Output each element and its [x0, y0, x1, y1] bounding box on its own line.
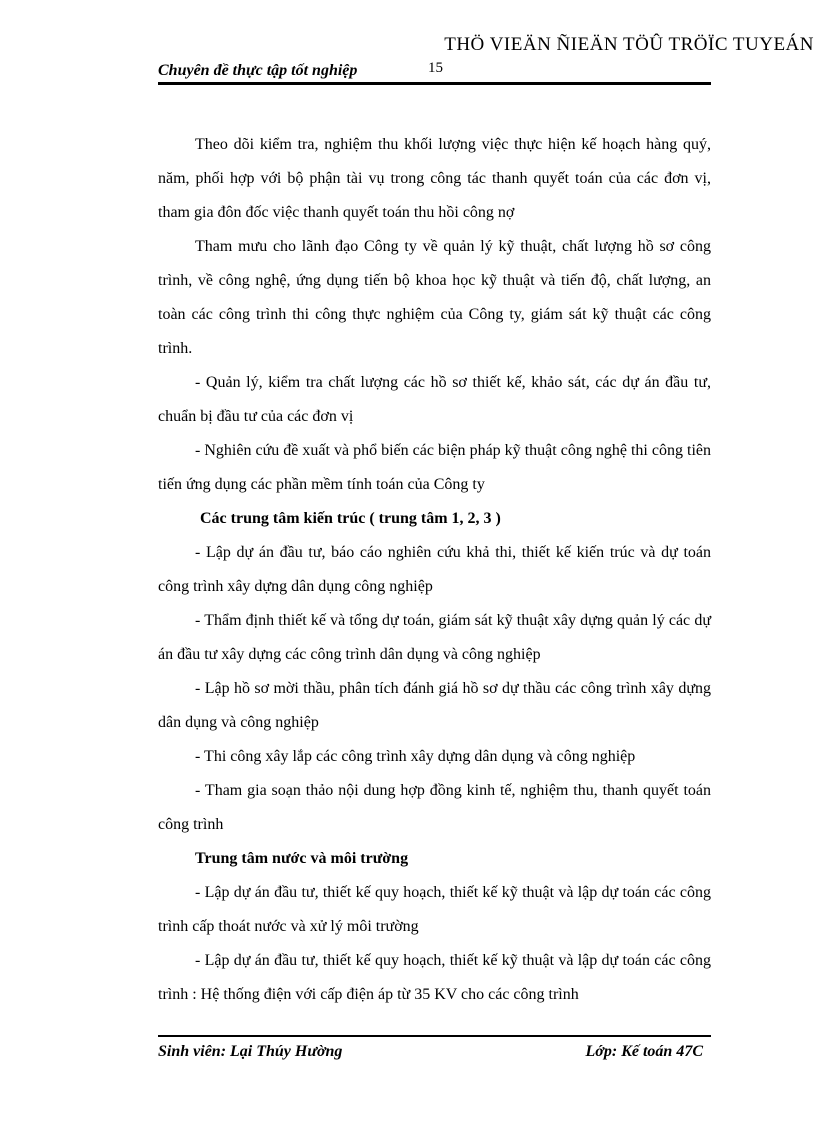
header-title: Chuyên đề thực tập tốt nghiệp — [158, 62, 358, 79]
watermark-text: THÖ VIEÄN ÑIEÄN TÖÛ TRÖÏC TUYEÁN — [444, 34, 814, 55]
document-body — [158, 128, 711, 1012]
header-rule — [158, 82, 711, 85]
section-heading-architecture-centers: Các trung tâm kiến trúc ( trung tâm 1, 2, 3 ) — [200, 510, 501, 527]
paragraph: Theo dõi kiểm tra, nghiệm thu khối lượng việc thực hiện kế hoạch hàng quý, năm, phối hợp với bộ phận tài vụ trong công tác thanh quyết toán của các đơn vị, tham gia đôn đốc việc thanh quyết toán thu hồi công nợ — [158, 136, 711, 221]
paragraph: Tham mưu cho lãnh đạo Công ty về quản lý kỹ thuật, chất lượng hồ sơ công trình, về công nghệ, ứng dụng tiến bộ khoa học kỹ thuật và tiến độ, chất lượng, an toàn các công trình thi công thực nghiệm của Công ty, giám sát kỹ thuật các công trình. — [158, 238, 711, 357]
paragraph: - Thi công xây lắp các công trình xây dựng dân dụng và công nghiệp — [195, 748, 636, 765]
paragraph: - Lập dự án đầu tư, thiết kế quy hoạch, thiết kế kỹ thuật và lập dự toán các công trình cấp thoát nước và xử lý môi trường — [158, 884, 711, 935]
paragraph: - Lập hồ sơ mời thầu, phân tích đánh giá hồ sơ dự thầu các công trình xây dựng dân dụng và công nghiệp — [158, 680, 711, 731]
footer-student: Sinh viên: Lại Thúy Hường — [158, 1043, 343, 1060]
footer-class: Lớp: Kế toán 47C — [585, 1043, 703, 1060]
paragraph: - Quản lý, kiểm tra chất lượng các hồ sơ thiết kế, khảo sát, các dự án đầu tư, chuẩn bị đầu tư của các đơn vị — [158, 374, 711, 425]
paragraph: - Nghiên cứu đề xuất và phổ biến các biện pháp kỹ thuật công nghệ thi công tiên tiến ứng dụng các phần mềm tính toán của Công ty — [158, 442, 711, 493]
paragraph: - Lập dự án đầu tư, báo cáo nghiên cứu khả thi, thiết kế kiến trúc và dự toán công trình xây dựng dân dụng công nghiệp — [158, 544, 711, 595]
paragraph: - Tham gia soạn thảo nội dung hợp đồng kinh tế, nghiệm thu, thanh quyết toán công trình — [158, 782, 711, 833]
page-number: 15 — [428, 60, 443, 76]
paragraph: - Thẩm định thiết kế và tổng dự toán, giám sát kỹ thuật xây dựng quản lý các dự án đầu tư xây dựng các công trình dân dụng và công nghiệp — [158, 612, 711, 663]
section-heading-water-environment: Trung tâm nước và môi trường — [195, 850, 409, 867]
paragraph: - Lập dự án đầu tư, thiết kế quy hoạch, thiết kế kỹ thuật và lập dự toán các công trình : Hệ thống điện với cấp điện áp từ 35 KV cho các công trình — [158, 952, 711, 1003]
footer-rule — [158, 1035, 711, 1037]
